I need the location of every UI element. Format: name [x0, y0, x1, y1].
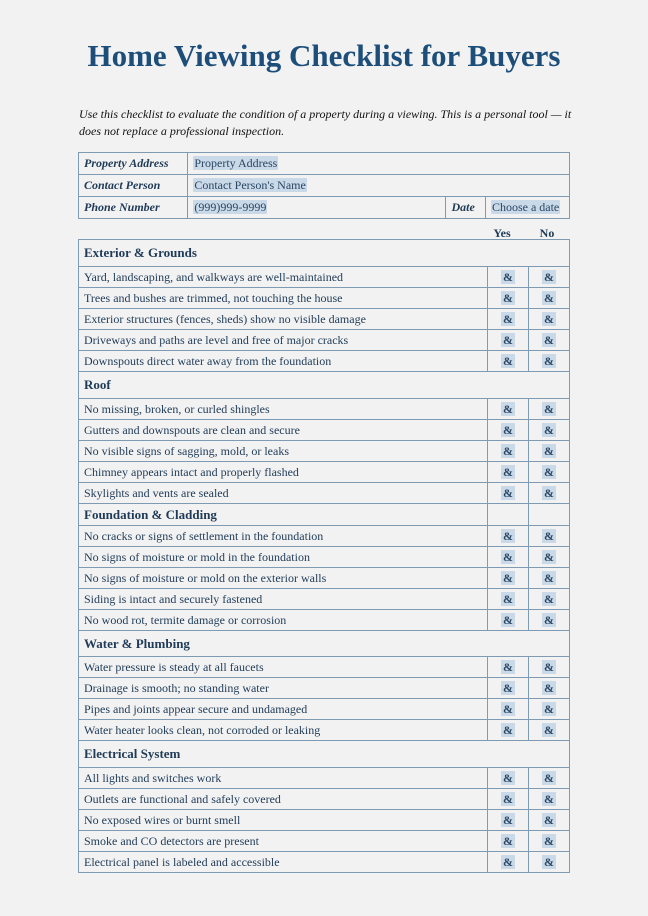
no-cell [529, 441, 570, 462]
yes-checkbox[interactable]: & [503, 401, 513, 416]
checklist-item-text: Driveways and paths are level and free of major cracks [79, 330, 488, 351]
checklist-item-text: No visible signs of sagging, mold, or leaks [79, 441, 488, 462]
no-checkbox[interactable]: & [544, 591, 554, 606]
yes-checkbox[interactable]: & [503, 422, 513, 437]
no-checkbox[interactable]: & [544, 290, 554, 305]
no-cell [529, 420, 570, 441]
yes-checkbox[interactable]: & [503, 854, 513, 869]
no-checkbox[interactable]: & [544, 269, 554, 284]
yes-checkbox[interactable]: & [503, 353, 513, 368]
yes-checkbox[interactable]: & [503, 570, 513, 585]
yes-cell [488, 657, 529, 678]
section-title: Exterior & Grounds [79, 240, 570, 267]
no-cell [529, 657, 570, 678]
property-address-field[interactable]: Property Address [194, 156, 278, 170]
no-checkbox[interactable]: & [544, 854, 554, 869]
yes-cell [488, 399, 529, 420]
no-checkbox[interactable]: & [544, 353, 554, 368]
checklist-row [79, 547, 570, 568]
checklist-item-text: No cracks or signs of settlement in the foundation [79, 526, 488, 547]
yes-cell [488, 699, 529, 720]
checklist-item-text: Siding is intact and securely fastened [79, 589, 488, 610]
section-header-row [79, 372, 570, 399]
yes-column-header: Yes [493, 226, 511, 240]
no-checkbox[interactable]: & [544, 570, 554, 585]
checklist-item-text: No wood rot, termite damage or corrosion [79, 610, 488, 631]
checklist-row [79, 699, 570, 720]
no-checkbox[interactable]: & [544, 680, 554, 695]
yes-cell [488, 441, 529, 462]
section-title: Roof [79, 372, 570, 399]
no-cell [529, 589, 570, 610]
yes-checkbox[interactable]: & [503, 833, 513, 848]
yes-checkbox[interactable]: & [503, 290, 513, 305]
yes-cell [488, 462, 529, 483]
no-checkbox[interactable]: & [544, 791, 554, 806]
checklist-item-text: Outlets are functional and safely covered [79, 789, 488, 810]
no-cell [529, 462, 570, 483]
yes-checkbox[interactable]: & [503, 311, 513, 326]
checklist-item-text: Gutters and downspouts are clean and secure [79, 420, 488, 441]
no-checkbox[interactable]: & [544, 701, 554, 716]
no-cell [529, 720, 570, 741]
yes-cell [488, 330, 529, 351]
no-cell [529, 678, 570, 699]
checklist-row [79, 831, 570, 852]
checklist-item-text: Smoke and CO detectors are present [79, 831, 488, 852]
checklist-row [79, 610, 570, 631]
yes-checkbox[interactable]: & [503, 443, 513, 458]
checklist-row [79, 309, 570, 330]
yes-cell [488, 483, 529, 504]
yes-checkbox[interactable]: & [503, 528, 513, 543]
no-cell [529, 399, 570, 420]
no-checkbox[interactable]: & [544, 332, 554, 347]
yes-cell [488, 267, 529, 288]
date-label: Date [446, 197, 485, 219]
no-cell [529, 610, 570, 631]
checklist-item-text: Downspouts direct water away from the foundation [79, 351, 488, 372]
yes-cell [488, 831, 529, 852]
yes-checkbox[interactable]: & [503, 612, 513, 627]
intro-text: Use this checklist to evaluate the condition of a property during a viewing. This is a personal tool — it does not replace a professional inspection. [79, 107, 572, 138]
yes-checkbox[interactable]: & [503, 549, 513, 564]
phone-number-label: Phone Number [79, 197, 188, 219]
yes-cell [488, 288, 529, 309]
no-cell [529, 768, 570, 789]
yes-checkbox[interactable]: & [503, 680, 513, 695]
yes-cell [488, 852, 529, 873]
checklist-row [79, 441, 570, 462]
checklist-row [79, 657, 570, 678]
no-cell [529, 288, 570, 309]
no-cell [529, 309, 570, 330]
phone-number-field[interactable]: (999)999-9999 [194, 200, 267, 214]
empty-cell [488, 504, 529, 526]
yes-cell [488, 589, 529, 610]
page-title: Home Viewing Checklist for Buyers [87, 38, 561, 73]
checklist-item-text: Trees and bushes are trimmed, not touching the house [79, 288, 488, 309]
checklist-row [79, 351, 570, 372]
yes-cell [488, 810, 529, 831]
no-cell [529, 483, 570, 504]
no-checkbox[interactable]: & [544, 401, 554, 416]
yes-cell [488, 720, 529, 741]
checklist-row [79, 526, 570, 547]
checklist-table [78, 239, 570, 873]
no-checkbox[interactable]: & [544, 485, 554, 500]
checklist-item-text: Skylights and vents are sealed [79, 483, 488, 504]
no-cell [529, 351, 570, 372]
no-checkbox[interactable]: & [544, 612, 554, 627]
yes-cell [488, 789, 529, 810]
no-checkbox[interactable]: & [544, 833, 554, 848]
yes-checkbox[interactable]: & [503, 722, 513, 737]
checklist-row [79, 720, 570, 741]
no-checkbox[interactable]: & [544, 770, 554, 785]
no-checkbox[interactable]: & [544, 659, 554, 674]
no-cell [529, 831, 570, 852]
no-cell [529, 330, 570, 351]
checklist-row [79, 789, 570, 810]
section-title: Electrical System [79, 741, 570, 768]
section-title: Water & Plumbing [79, 631, 570, 657]
no-cell [529, 699, 570, 720]
checklist-row [79, 330, 570, 351]
checklist-row [79, 678, 570, 699]
no-checkbox[interactable]: & [544, 722, 554, 737]
no-cell [529, 267, 570, 288]
checklist-item-text: Exterior structures (fences, sheds) show no visible damage [79, 309, 488, 330]
no-cell [529, 789, 570, 810]
no-cell [529, 526, 570, 547]
yes-checkbox[interactable]: & [503, 332, 513, 347]
checklist-row [79, 420, 570, 441]
checklist-row [79, 810, 570, 831]
checklist-row [79, 462, 570, 483]
yes-checkbox[interactable]: & [503, 485, 513, 500]
yes-checkbox[interactable]: & [503, 701, 513, 716]
checklist-item-text: Drainage is smooth; no standing water [79, 678, 488, 699]
yes-cell [488, 610, 529, 631]
checklist-item-text: No signs of moisture or mold in the foundation [79, 547, 488, 568]
yes-cell [488, 547, 529, 568]
section-header-row [79, 741, 570, 768]
checklist-row [79, 267, 570, 288]
yes-cell [488, 526, 529, 547]
checklist-item-text: All lights and switches work [79, 768, 488, 789]
checklist-row [79, 568, 570, 589]
property-address-label: Property Address [79, 153, 188, 175]
checklist-item-text: Pipes and joints appear secure and undamaged [79, 699, 488, 720]
checklist-item-text: Water pressure is steady at all faucets [79, 657, 488, 678]
section-header-row [79, 504, 570, 526]
no-cell [529, 568, 570, 589]
yes-checkbox[interactable]: & [503, 659, 513, 674]
yes-checkbox[interactable]: & [503, 269, 513, 284]
yes-cell [488, 768, 529, 789]
checklist-item-text: Chimney appears intact and properly flashed [79, 462, 488, 483]
yes-checkbox[interactable]: & [503, 791, 513, 806]
yes-cell [488, 420, 529, 441]
no-column-header: No [539, 226, 555, 240]
checklist-item-text: Yard, landscaping, and walkways are well-maintained [79, 267, 488, 288]
yes-checkbox[interactable]: & [503, 770, 513, 785]
no-checkbox[interactable]: & [544, 464, 554, 479]
section-header-row [79, 240, 570, 267]
contact-person-field[interactable]: Contact Person's Name [194, 178, 306, 192]
no-cell [529, 852, 570, 873]
no-checkbox[interactable]: & [544, 812, 554, 827]
section-title: Foundation & Cladding [79, 504, 488, 526]
no-checkbox[interactable]: & [544, 422, 554, 437]
no-checkbox[interactable]: & [544, 311, 554, 326]
property-info-table [78, 152, 570, 219]
yes-cell [488, 351, 529, 372]
checklist-row [79, 768, 570, 789]
checklist-row [79, 483, 570, 504]
yes-checkbox[interactable]: & [503, 464, 513, 479]
section-header-row [79, 631, 570, 657]
no-checkbox[interactable]: & [544, 549, 554, 564]
date-picker[interactable]: Choose a date [491, 200, 560, 214]
checklist-row [79, 288, 570, 309]
checklist-item-text: No signs of moisture or mold on the exterior walls [79, 568, 488, 589]
no-cell [529, 547, 570, 568]
yes-checkbox[interactable]: & [503, 812, 513, 827]
checklist-row [79, 589, 570, 610]
empty-cell [529, 504, 570, 526]
yes-cell [488, 309, 529, 330]
no-checkbox[interactable]: & [544, 443, 554, 458]
checklist-item-text: No missing, broken, or curled shingles [79, 399, 488, 420]
checklist-item-text: No exposed wires or burnt smell [79, 810, 488, 831]
checklist-row [79, 852, 570, 873]
yes-cell [488, 678, 529, 699]
no-checkbox[interactable]: & [544, 528, 554, 543]
contact-person-label: Contact Person [79, 175, 188, 197]
checklist-item-text: Electrical panel is labeled and accessible [79, 852, 488, 873]
checklist-row [79, 399, 570, 420]
yes-checkbox[interactable]: & [503, 591, 513, 606]
no-cell [529, 810, 570, 831]
yes-cell [488, 568, 529, 589]
checklist-item-text: Water heater looks clean, not corroded or leaking [79, 720, 488, 741]
